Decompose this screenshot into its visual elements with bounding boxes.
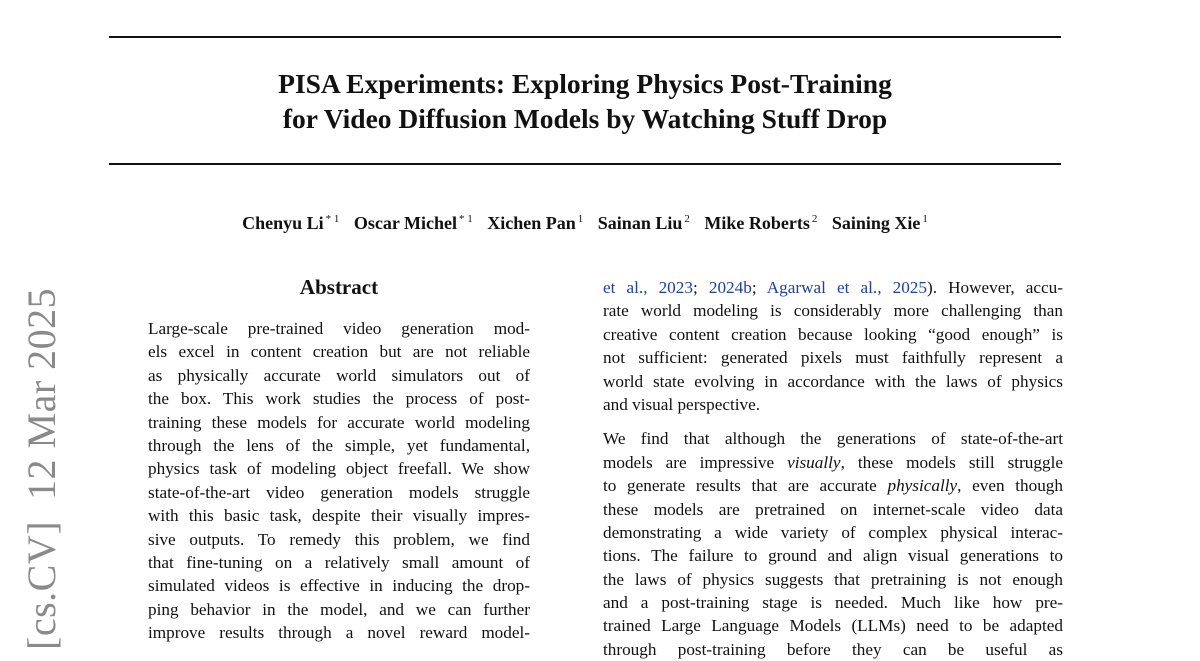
abstract-line: els excel in content creation but are not reliable [148,342,530,362]
abstract-body [148,317,530,644]
abstract-line: state-of-the-art video generation models struggle [148,482,530,502]
top-rule [109,36,1061,38]
emphasis-text: physically [887,476,958,496]
intro-text: , these models still struggle [840,452,1063,472]
intro-line: these models are pretrained on internet-scale video data [603,499,1063,519]
author [704,213,817,233]
intro-line: tions. The failure to ground and align visual generations to [603,546,1063,566]
bottom-rule [109,163,1061,165]
citation-link[interactable]: Agarwal et al., 2025 [766,278,927,297]
abstract-line: training these models for accurate world modeling [148,412,530,432]
abstract-line: that fine-tuning on a relatively small amount of [148,552,530,572]
intro-line [603,276,1063,299]
abstract-line: through the lens of the simple, yet fundamental, [148,435,530,455]
arxiv-stamp: [cs.CV] 12 Mar 2025 [19,287,64,650]
affiliation-mark: 2 [684,213,690,225]
author-name: Sainan Liu [597,213,683,233]
citation-separator: ; [692,278,709,297]
author-list [109,206,1061,236]
intro-line: not sufficient: generated pixels must faithfully represent a [603,348,1063,368]
abstract-line: simulated videos is effective in inducing the drop- [148,576,530,596]
abstract-line: the box. This work studies the process of post- [148,389,530,409]
abstract-line: physics task of modeling object freefall. We show [148,459,530,479]
abstract-line: ping behavior in the model, and we can further [148,599,530,619]
intro-text: , even though [957,476,1063,496]
intro-line: trained Large Language Models (LLMs) need to be adapted [603,616,1063,636]
introduction-body [603,276,1063,661]
author [487,213,583,233]
intro-line: We find that although the generations of state-of-the-art [603,429,1063,449]
citation-separator: ; [751,278,767,297]
citation-link[interactable]: 2024b [708,278,752,297]
intro-line [603,474,1063,497]
emphasis-text: visually [787,452,841,472]
author-name: Chenyu Li [242,213,324,233]
author-name: Mike Roberts [704,213,810,233]
affiliation-mark: 1 [922,213,928,225]
title-line-2: for Video Diffusion Models by Watching Stuff Drop [282,103,888,134]
abstract-heading: Abstract [299,275,379,299]
author [354,213,473,233]
citation-link[interactable]: et al., 2023 [603,278,693,297]
intro-line [603,451,1063,474]
paragraph-gap [603,416,1063,427]
intro-line: and visual perspective. [603,394,761,414]
abstract-line: as physically accurate world simulators out of [148,365,530,385]
affiliation-mark: * 1 [459,213,473,225]
intro-line: through post-training before they can be useful as [603,639,1063,659]
intro-text: models are impressive [603,452,788,472]
abstract-line: with this basic task, despite their visually impres- [148,506,530,526]
intro-text: ). However, accu- [926,278,1064,297]
paper-title [109,66,1061,136]
author-name: Xichen Pan [487,213,576,233]
intro-line: world state evolving in accordance with the laws of physics [603,371,1063,391]
author [598,213,690,233]
author [242,213,339,233]
author-name: Oscar Michel [353,213,458,233]
affiliation-mark: 1 [577,213,584,225]
intro-line: and a post-training stage is needed. Much like how pre- [603,593,1063,613]
title-line-1: PISA Experiments: Exploring Physics Post-Training [278,68,892,99]
author [832,213,928,233]
intro-text: to generate results that are accurate [603,476,888,496]
intro-line: rate world modeling is considerably more challenging than [603,301,1063,321]
affiliation-mark: 2 [811,213,818,225]
intro-line: the laws of physics suggests that pretraining is not enough [603,569,1063,589]
abstract-line: Large-scale pre-trained video generation mod- [148,319,530,338]
abstract-line: improve results through a novel reward model- [148,623,530,643]
abstract-line: sive outputs. To remedy this problem, we find [148,529,530,549]
intro-line: creative content creation because looking “good enough” is [603,324,1063,344]
intro-line: demonstrating a wide variety of complex physical interac- [603,522,1063,542]
affiliation-mark: * 1 [325,213,340,225]
author-name: Saining Xie [831,213,921,233]
